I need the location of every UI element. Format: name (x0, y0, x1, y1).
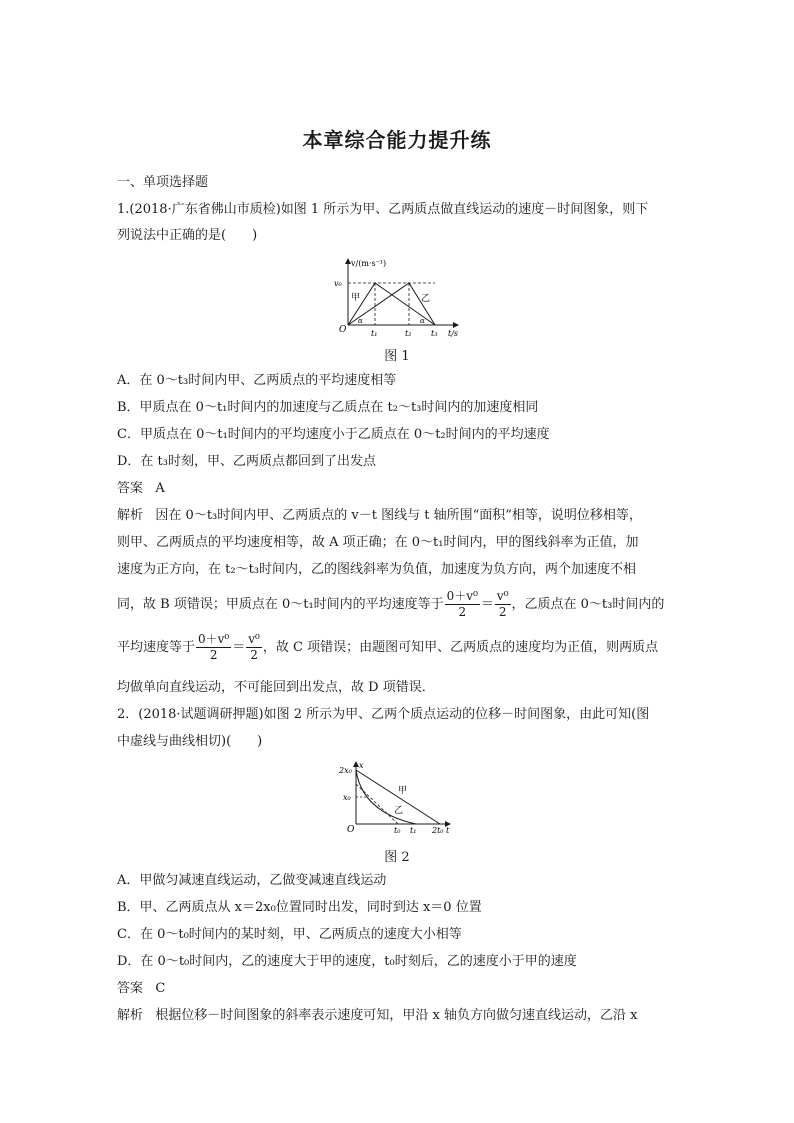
q2-stem-line2: 中虚线与曲线相切)( ) (117, 734, 263, 749)
fraction-numerator: v⁰ (248, 632, 260, 646)
q1-analysis-line5 (117, 630, 677, 666)
fraction-denominator: 2 (498, 605, 507, 619)
q2-analysis-text1: 根据位移－时间图象的斜率表示速度可知，甲沿 x 轴负方向做匀速直线运动，乙沿 x (155, 1008, 638, 1023)
fig1-v0-label: v₀ (334, 279, 342, 288)
q1-analysis-text5b: ，故 C 项错误；由题图可知甲、乙两质点的速度均为正值，则两质点 (262, 640, 659, 655)
q2-option-b: B．甲、乙两质点从 x＝2x₀位置同时出发，同时到达 x＝0 位置 (117, 900, 482, 915)
q2-answer-row (117, 980, 677, 998)
fraction-avg-speed (196, 632, 231, 663)
q1-analysis-text4b: ，乙质点在 0～t₃时间内的 (511, 597, 665, 612)
q1-option-a: A．在 0～t₃时间内甲、乙两质点的平均速度相等 (117, 373, 397, 388)
q1-stem-line2: 列说法中正确的是( ) (117, 228, 258, 243)
fig1-t2-label: t₂ (405, 329, 412, 338)
fig1-t1-label: t₁ (371, 329, 378, 338)
q1-option-d: D．在 t₃时刻，甲、乙两质点都回到了出发点 (117, 454, 376, 469)
fraction-half-v (495, 589, 511, 620)
fraction-avg-speed (445, 589, 480, 620)
fig1-alpha2-label: α (420, 317, 425, 325)
fig1-y-label: v/(m·s⁻¹) (351, 259, 387, 268)
figure-2-position-time-graph (336, 760, 456, 840)
q2-option-c: C．在 0～t₀时间内的某时刻，甲、乙两质点的速度大小相等 (117, 927, 462, 942)
fig2-origin-label: O (347, 825, 355, 835)
q1-analysis-line1 (117, 507, 677, 525)
fig2-2t0-label: 2t₀ (432, 826, 444, 835)
fig1-t3-label: t₃ (431, 329, 438, 338)
q1-answer-row (117, 480, 677, 498)
q1-analysis-line4 (117, 587, 677, 623)
fig1-alpha1-label: α (358, 317, 363, 325)
q1-option-b: B．甲质点在 0～t₁时间内的加速度与乙质点在 t₂～t₃时间内的加速度相同 (117, 400, 539, 415)
fig2-x0-label: x₀ (343, 793, 351, 802)
q1-analysis-text5a: 平均速度等于 (117, 640, 196, 655)
fig1-x-label: t/s (448, 329, 459, 338)
q2-answer-value: C (155, 981, 166, 996)
fig2-y-label: x (359, 761, 364, 770)
fraction-denominator: 2 (458, 605, 467, 619)
fig1-jia-label: 甲 (351, 293, 361, 303)
fraction-denominator: 2 (209, 648, 218, 662)
q2-option-a: A．甲做匀减速直线运动，乙做变减速直线运动 (117, 873, 387, 888)
q1-analysis-label: 解析 (117, 508, 144, 523)
q1-answer-label: 答案 (117, 481, 144, 496)
q2-stem-line1: 2．(2018·试题调研押题)如图 2 所示为甲、乙两个质点运动的位移－时间图象，由此可知(图 (117, 707, 650, 722)
fig2-x-label: t (446, 826, 450, 835)
fraction-numerator: 0＋v⁰ (446, 589, 478, 603)
fig2-t0-label: t₀ (394, 826, 401, 835)
equals-sign: ＝ (232, 640, 246, 655)
fig1-yi-label: 乙 (421, 294, 431, 304)
equals-sign: ＝ (480, 597, 494, 612)
fig2-2x0-label: 2x₀ (339, 766, 352, 775)
page-title: 本章综合能力提升练 (302, 128, 492, 152)
q2-analysis-label: 解析 (117, 1008, 144, 1023)
section-heading: 一、单项选择题 (117, 175, 209, 190)
figure-2-caption: 图 2 (384, 850, 410, 865)
fig2-yi-label: 乙 (394, 806, 404, 816)
q2-analysis-line1 (117, 1007, 677, 1025)
fraction-denominator: 2 (250, 648, 258, 662)
fraction-numerator: v⁰ (496, 589, 509, 603)
fig2-t1-label: t₁ (410, 826, 417, 835)
q1-answer-value: A (155, 481, 165, 496)
q1-analysis-text4a: 同，故 B 项错误；甲质点在 0～t₁时间内的平均速度等于 (117, 597, 444, 612)
figure-1-velocity-time-graph (330, 255, 470, 340)
fraction-half-v (246, 632, 262, 663)
figure-1-caption: 图 1 (384, 349, 410, 364)
q1-analysis-line6: 均做单向直线运动，不可能回到出发点，故 D 项错误． (117, 680, 435, 695)
fig2-jia-label: 甲 (398, 786, 408, 796)
q1-option-c: C．甲质点在 0～t₁时间内的平均速度小于乙质点在 0～t₂时间内的平均速度 (117, 427, 550, 442)
q1-analysis-text1: 因在 0～t₃时间内甲、乙两质点的 v－t 图线与 t 轴所围“面积”相等，说明位移相等， (155, 508, 642, 523)
fig1-origin-label: O (339, 325, 347, 335)
q1-stem-line1: 1.(2018·广东省佛山市质检)如图 1 所示为甲、乙两质点做直线运动的速度－时间图象，则下 (117, 202, 649, 217)
q2-option-d: D．在 0～t₀时间内，乙的速度大于甲的速度，t₀时刻后，乙的速度小于甲的速度 (117, 954, 577, 969)
q1-analysis-line3: 速度为正方向，在 t₂～t₃时间内，乙的图线斜率为负值，加速度为负方向，两个加速度不相 (117, 562, 637, 577)
q2-answer-label: 答案 (117, 981, 144, 996)
q1-analysis-line2: 则甲、乙两质点的平均速度相等，故 A 项正确；在 0～t₁时间内，甲的图线斜率为正值，加 (117, 535, 639, 550)
fraction-numerator: 0＋v⁰ (198, 632, 230, 646)
